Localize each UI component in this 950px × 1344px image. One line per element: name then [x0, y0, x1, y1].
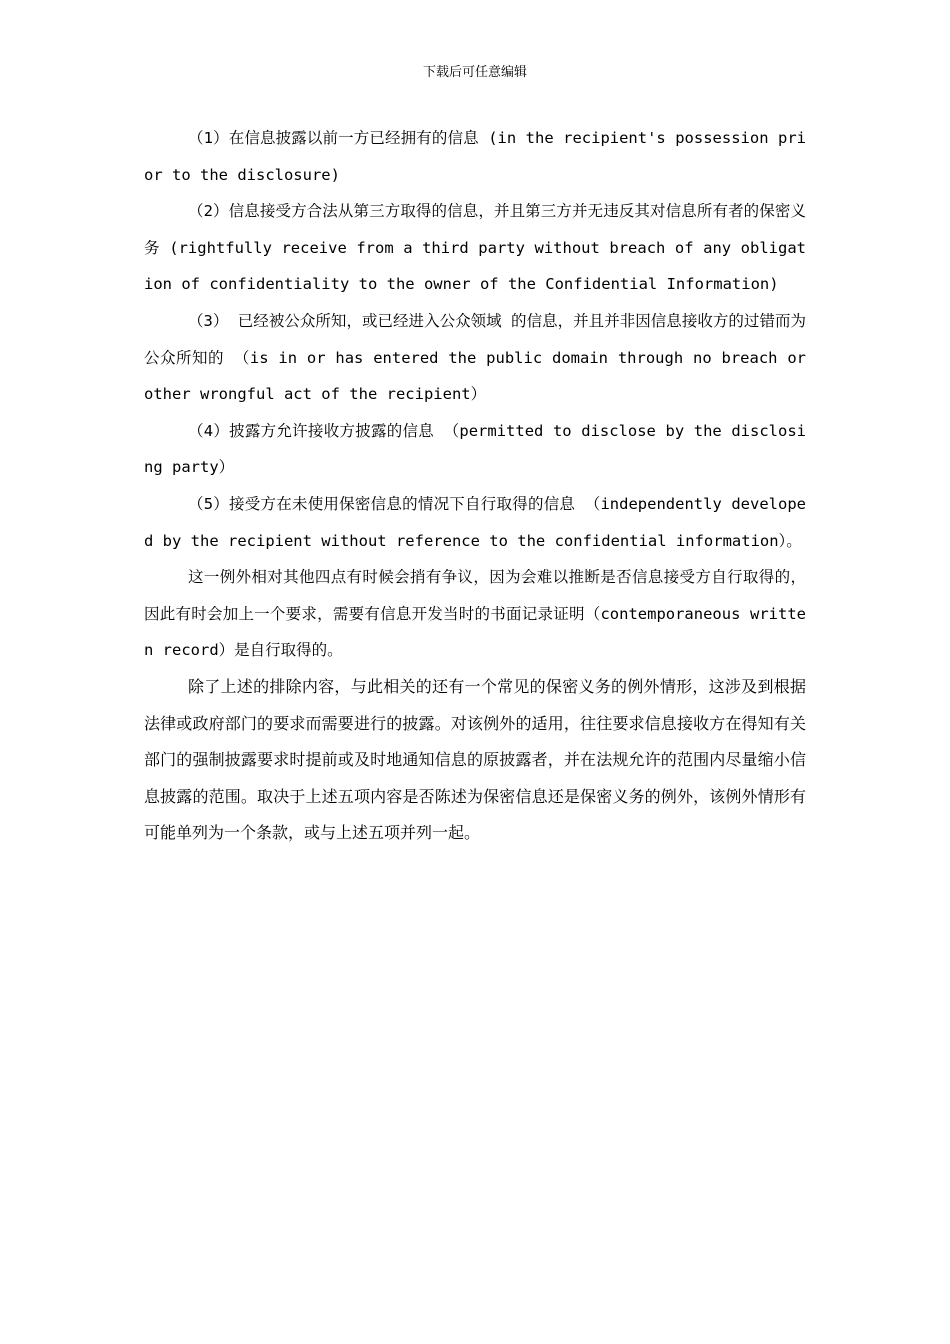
- document-body: [144, 120, 806, 852]
- exception-item-1: （1）在信息披露以前一方已经拥有的信息 (in the recipient's possession prior to the disclosure): [144, 129, 806, 184]
- body-paragraph-dispute: 这一例外相对其他四点有时候会捎有争议，因为会难以推断是否信息接受方自行取得的，因此有时会加上一个要求，需要有信息开发当时的书面记录证明（contemporaneous written record）是自行取得的。: [144, 568, 806, 660]
- exception-item-5: （5）接受方在未使用保密信息的情况下自行取得的信息 （independently developed by the recipient without reference to the confidential information）。: [144, 494, 806, 550]
- exception-item-4: （4）披露方允许接收方披露的信息 （permitted to disclose by the disclosing party）: [144, 421, 806, 477]
- body-paragraph-legal-disclosure: 除了上述的排除内容，与此相关的还有一个常见的保密义务的例外情形，这涉及到根据法律或政府部门的要求而需要进行的披露。对该例外的适用，往往要求信息接收方在得知有关部门的强制披露要求时提前或及时地通知信息的原披露者，并在法规允许的范围内尽量缩小信息披露的范围。取决于上述五项内容是否陈述为保密信息还是保密义务的例外，该例外情形有可能单列为一个条款，或与上述五项并列一起。: [144, 676, 806, 843]
- exception-item-3: （3） 已经被公众所知，或已经进入公众领域 的信息，并且并非因信息接收方的过错而为公众所知的 （is in or has entered the public domain through no breach or other wrongful act of the recipient）: [144, 311, 806, 404]
- exception-item-2: （2）信息接受方合法从第三方取得的信息，并且第三方并无违反其对信息所有者的保密义务 (rightfully receive from a third party without breach of any obligation of confidentiality to the owner of the Confidential Information): [144, 202, 806, 294]
- page-header: 下载后可任意编辑: [422, 65, 527, 80]
